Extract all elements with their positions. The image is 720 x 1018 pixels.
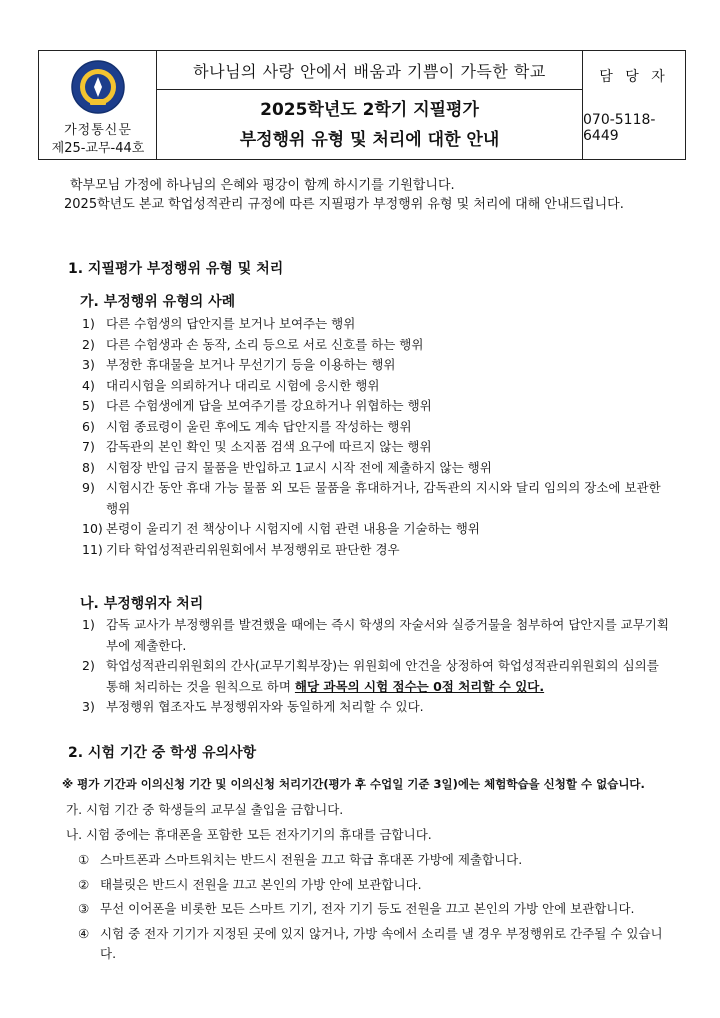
experiential-learning-note: ※ 평가 기간과 이의신청 기간 및 이의신청 처리기간(평가 후 수업일 기준 3일)에는 체험학습을 신청할 수 없습니다. bbox=[62, 777, 645, 791]
section1-heading: 1. 지필평가 부정행위 유형 및 처리 bbox=[68, 261, 284, 277]
list-item: 1) 감독 교사가 부정행위를 발견했을 때에는 즉시 학생의 자술서와 실증거물을 첨부하여 답안지를 교무기획부에 제출한다. bbox=[82, 617, 669, 653]
section1b-heading: 나. 부정행위자 처리 bbox=[80, 596, 204, 612]
section2-items bbox=[66, 800, 676, 845]
list-item: 6) 시험 종료령이 울린 후에도 계속 답안지를 작성하는 행위 bbox=[82, 418, 412, 434]
list-item: 1) 다른 수험생의 답안지를 보거나 보여주는 행위 bbox=[82, 316, 356, 331]
item-ga: 가. 시험 기간 중 학생들의 교무실 출입을 금합니다. bbox=[66, 802, 344, 817]
list-item: 5) 다른 수험생에게 답을 보여주기를 강요하거나 위협하는 행위 bbox=[82, 398, 432, 413]
school-logo bbox=[70, 59, 126, 115]
contact-phone: 070-5118-6449 bbox=[583, 112, 656, 144]
intro-line2: 2025학년도 본교 학업성적관리 규정에 따른 지필평가 부정행위 유형 및 처리에 대해 안내드립니다. bbox=[64, 197, 624, 212]
device-rules-list bbox=[78, 850, 674, 965]
list-item: 3) 부정한 휴대물을 보거나 무선기기 등을 이용하는 행위 bbox=[82, 357, 396, 372]
school-motto: 하나님의 사랑 안에서 배움과 기쁨이 가득한 학교 bbox=[157, 51, 583, 90]
list-item: 2) 학업성적관리위원회의 간사(교무기획부장)는 위원회에 안건을 상정하여 학업성적관리위원회의 심의를 통해 처리하는 것을 원칙으로 하며 해당 과목의 시험 점수는 0점 처리할 수 있다. bbox=[82, 658, 659, 694]
list-item: 7) 감독관의 본인 확인 및 소지품 검색 요구에 따르지 않는 행위 bbox=[82, 439, 432, 454]
list-item: 2) 다른 수험생과 손 동작, 소리 등으로 서로 신호를 하는 행위 bbox=[82, 336, 424, 352]
list-item: ③ 무선 이어폰을 비롯한 모든 스마트 기기, 전자 기기 등도 전원을 끄고 본인의 가방 안에 보관합니다. bbox=[78, 901, 635, 916]
list-item: 9) 시험시간 동안 휴대 가능 물품 외 모든 물품을 휴대하거나, 감독관의 지시와 달리 임의의 장소에 보관한 행위 bbox=[82, 480, 661, 516]
list-item: ② 태블릿은 반드시 전원을 끄고 본인의 가방 안에 보관합니다. bbox=[78, 876, 422, 892]
list-item: 10) 본령이 울리기 전 책상이나 시험지에 시험 관련 내용을 기술하는 행위 bbox=[82, 521, 480, 536]
header-table bbox=[38, 50, 686, 160]
title-line2: 부정행위 유형 및 처리에 대한 안내 bbox=[239, 129, 500, 150]
intro bbox=[56, 176, 670, 214]
section2-heading: 2. 시험 기간 중 학생 유의사항 bbox=[68, 745, 257, 761]
handling-list bbox=[82, 615, 672, 718]
list-item: ① 스마트폰과 스마트워치는 반드시 전원을 끄고 학급 휴대폰 가방에 제출합니다. bbox=[78, 852, 523, 867]
notice-number: 제25-교무-44호 bbox=[51, 141, 145, 156]
list-item: ④ 시험 중 전자 기기가 지정된 곳에 있지 않거나, 가방 속에서 소리를 낼 경우 부정행위로 간주될 수 있습니다. bbox=[78, 925, 663, 961]
list-item: 8) 시험장 반입 금지 물품을 반입하고 1교시 시작 전에 제출하지 않는 행위 bbox=[82, 459, 492, 475]
violation-list bbox=[82, 314, 672, 560]
list-item: 11) 기타 학업성적관리위원회에서 부정행위로 판단한 경우 bbox=[82, 541, 400, 557]
logo-cell bbox=[39, 51, 157, 159]
list-item: 4) 대리시험을 의뢰하거나 대리로 시험에 응시한 행위 bbox=[82, 377, 380, 393]
emphasized-penalty: 해당 과목의 시험 점수는 0점 처리할 수 있다. bbox=[294, 678, 545, 694]
intro-line1: 학부모님 가정에 하나님의 은혜와 평강이 함께 하시기를 기원합니다. bbox=[70, 178, 455, 193]
item-na: 나. 시험 중에는 휴대폰을 포함한 모든 전자기기의 휴대를 금합니다. bbox=[66, 826, 432, 842]
contact-label: 담 당 자 bbox=[599, 69, 669, 85]
notice-type: 가정통신문 bbox=[64, 123, 132, 138]
section1a-heading: 가. 부정행위 유형의 사례 bbox=[80, 294, 236, 310]
document-title bbox=[157, 90, 583, 159]
list-item: 3) 부정행위 협조자도 부정행위자와 동일하게 처리할 수 있다. bbox=[82, 699, 424, 714]
title-line1: 2025학년도 2학기 지필평가 bbox=[260, 99, 479, 120]
contact-cell bbox=[583, 51, 685, 159]
